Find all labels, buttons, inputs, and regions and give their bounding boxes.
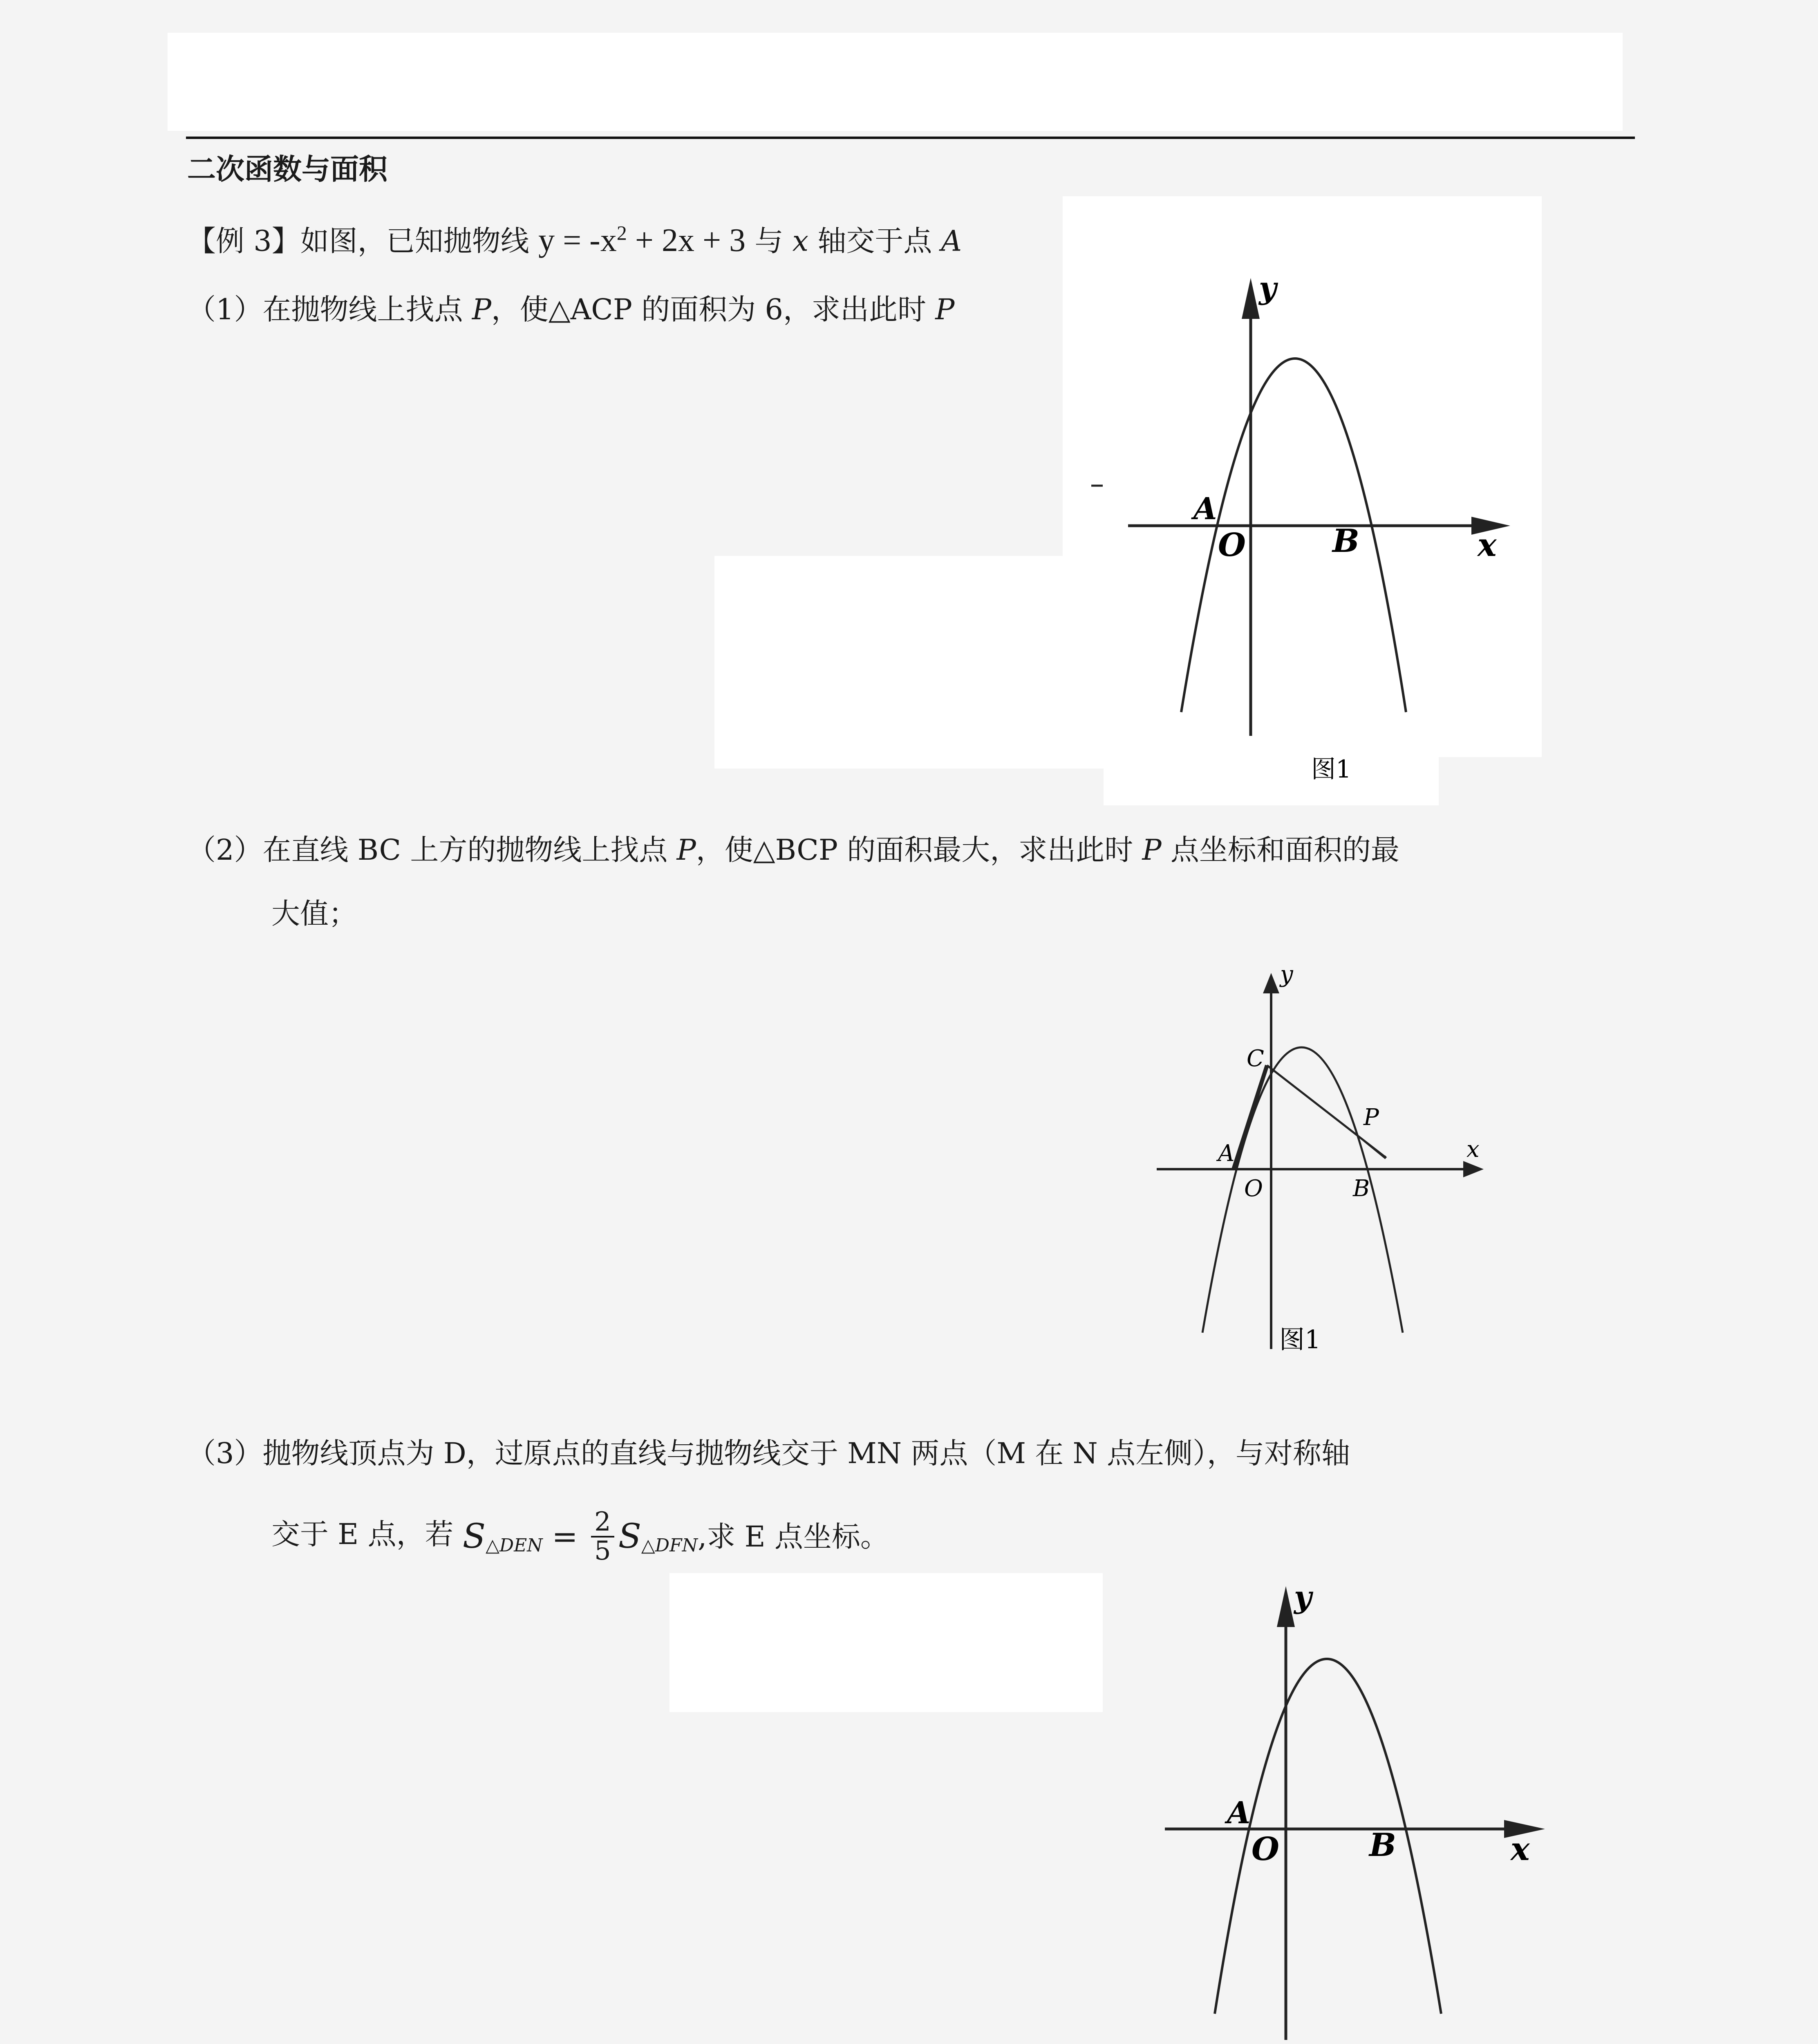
q2-mid: ，使△BCP 的面积最大，求出此时 xyxy=(696,833,1133,867)
q3-frac-num: 2 xyxy=(591,1508,614,1537)
q1-pre: 在抛物线上找点 xyxy=(262,293,463,326)
fig1-y-arrow xyxy=(1242,278,1260,319)
fig2-x-arrow xyxy=(1463,1161,1484,1177)
blank-area-1 xyxy=(714,556,1107,769)
parabola-equation xyxy=(538,222,746,258)
fig2-label-b: B xyxy=(1353,1175,1370,1202)
fig3-label-x: x xyxy=(1511,1831,1530,1868)
figure-1 xyxy=(1063,196,1542,809)
point-a: A xyxy=(941,224,962,258)
q2-pre: 在直线 BC 上方的抛物线上找点 xyxy=(262,833,668,867)
question-1 xyxy=(187,295,954,324)
q3-line2-pre: 交于 E 点，若 xyxy=(271,1517,454,1551)
example-tail2: 轴交于点 xyxy=(817,224,932,258)
fig1-label-a: A xyxy=(1193,491,1217,527)
fig3-label-o: O xyxy=(1252,1831,1279,1868)
q3-sub-dfn: △DFN xyxy=(641,1535,698,1556)
fig3-parabola xyxy=(1215,1659,1441,2014)
q3-sub-den: △DEN xyxy=(486,1535,543,1556)
fig1-label-o: O xyxy=(1218,527,1246,564)
fig3-y-arrow xyxy=(1277,1586,1295,1627)
equation-lhs: y = -x xyxy=(538,222,617,258)
example-tail: 与 xyxy=(755,224,784,258)
fig1-label-y: y xyxy=(1259,271,1276,306)
q3-area-s1: S xyxy=(462,1517,486,1556)
header-rule xyxy=(186,137,1635,139)
fig2-extend xyxy=(1364,1141,1386,1159)
q2-point-p: P xyxy=(676,833,696,867)
q1-post: ，使△ACP 的面积为 6，求出此时 xyxy=(491,293,927,326)
q1-point-p: P xyxy=(472,293,491,326)
fig1-parabola xyxy=(1181,359,1406,712)
section-title: 二次函数与面积 xyxy=(187,152,387,186)
fig2-segment-ca xyxy=(1234,1065,1267,1169)
equation-exponent: 2 xyxy=(616,221,627,244)
x-var: x xyxy=(792,224,809,258)
q3-area-s2: S xyxy=(618,1517,641,1556)
q3-fraction xyxy=(591,1508,614,1565)
question-2-line-1 xyxy=(187,833,1399,867)
fig2-label-p: P xyxy=(1364,1104,1379,1131)
question-3-line-2 xyxy=(271,1508,889,1565)
q3-line1: 抛物线顶点为 D，过原点的直线与抛物线交于 MN 两点（M 在 N 点左侧），与对称轴 xyxy=(262,1437,1350,1470)
question-2-line-2: 大值； xyxy=(271,897,357,930)
fig1-label-b: B xyxy=(1332,522,1359,560)
blank-area-2 xyxy=(669,1573,1103,1712)
example-lead: 如图，已知抛物线 xyxy=(300,224,529,258)
q1-trail: P xyxy=(935,293,955,326)
fig2-y-arrow xyxy=(1263,973,1279,993)
q3-equals: = xyxy=(552,1518,578,1555)
q2-point-p2: P xyxy=(1142,833,1162,867)
fig2-label-a: A xyxy=(1218,1140,1235,1167)
example-label: 【例 3】 xyxy=(187,224,300,258)
header-area xyxy=(168,33,1623,131)
figure-2 xyxy=(1136,957,1512,1374)
q3-number: （3） xyxy=(187,1437,263,1470)
question-3-line-1 xyxy=(187,1439,1350,1468)
fig2-label-y: y xyxy=(1280,961,1293,988)
fig2-parabola xyxy=(1202,1047,1403,1333)
fig3-label-b: B xyxy=(1369,1827,1396,1864)
fig3-label-a: A xyxy=(1227,1795,1251,1831)
fig3-label-y: y xyxy=(1294,1580,1312,1615)
figure-3 xyxy=(1136,1578,1569,2044)
q3-frac-den: 5 xyxy=(594,1536,611,1567)
q2-number: （2） xyxy=(187,833,263,867)
fig2-label-o: O xyxy=(1244,1175,1263,1202)
fig2-label-c: C xyxy=(1247,1045,1264,1072)
fig1-label-x: x xyxy=(1478,527,1497,564)
example-line xyxy=(187,222,962,257)
equation-rhs: + 2x + 3 xyxy=(627,222,746,258)
q3-line2-post: ,求 E 点坐标。 xyxy=(698,1520,889,1554)
fig2-caption: 图1 xyxy=(1279,1325,1321,1354)
q1-number: （1） xyxy=(187,293,263,326)
fig2-label-x: x xyxy=(1466,1136,1480,1163)
q2-post: 点坐标和面积的最 xyxy=(1170,833,1399,867)
fig1-caption: 图1 xyxy=(1311,755,1352,784)
